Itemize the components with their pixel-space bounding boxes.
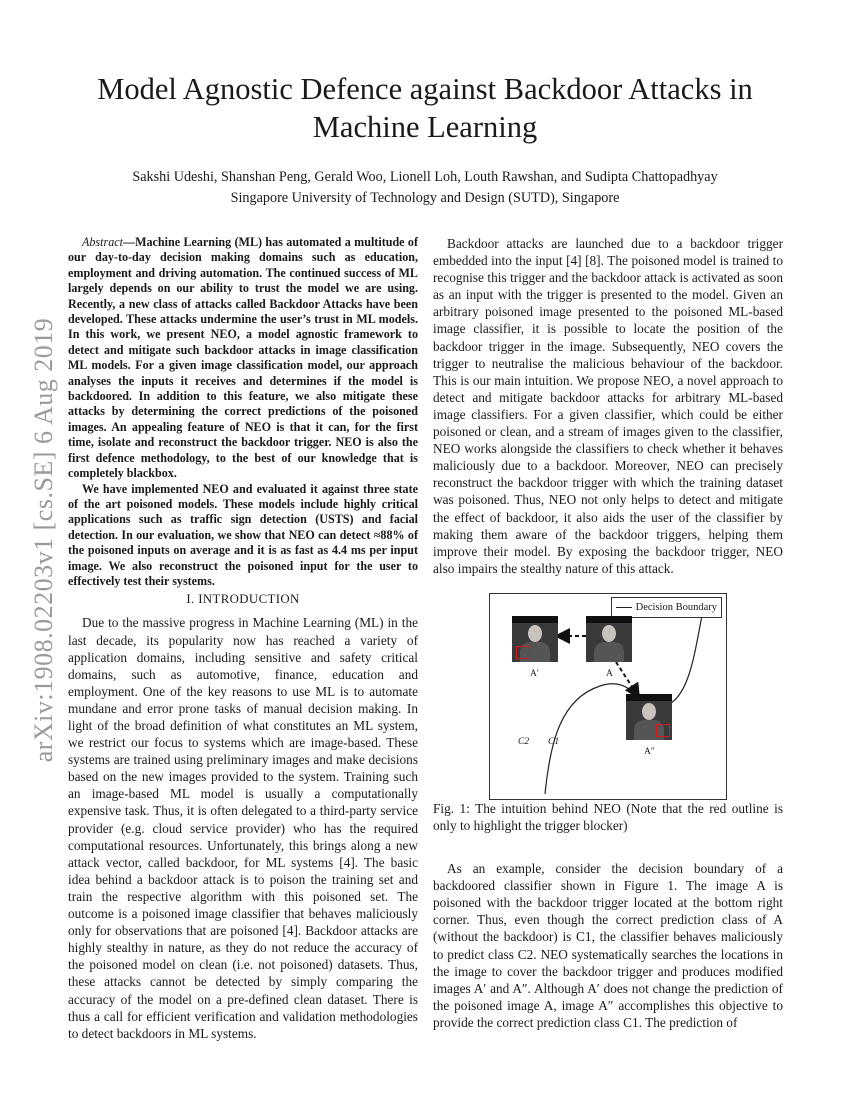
figure-legend <box>611 597 722 618</box>
abstract-paragraph-1 <box>68 235 418 482</box>
image-a-double-prime <box>626 694 672 740</box>
author-block <box>60 167 790 209</box>
label-a-prime: A′ <box>530 668 539 679</box>
trigger-blocker-outline <box>516 646 530 659</box>
abstract <box>68 235 418 589</box>
label-c1: C1 <box>548 736 560 747</box>
arrow-a-to-a2 <box>616 662 638 696</box>
right-column <box>433 235 783 1031</box>
intro-paragraph-2: Backdoor attacks are launched due to a backdoor trigger embedded into the input [4] [8]. The poisoned model is trained to recognise this trigger and the backdoor attack is activated as soon as an input with the trigger is presented to the model. Given an arbitrary poisoned image presented to the poisoned ML-based image classifier, it is possible to locate the position of the backdoor trigger in the image. Subsequently, NEO covers the trigger to neutralise the malicious behaviour of the backdoor. This is our main intuition. We propose NEO, a novel approach to detect and mitigate backdoor attacks for arbitrary ML-based image classifiers. For a given classifier, which could be either poisoned or clean, and a stream of images given to the classifier, NEO works alongside the classifiers to check whether it behaves maliciously due to a backdoor. Moreover, NEO can precisely reconstruct the backdoor trigger with which the training dataset was poisoned. Thus, NEO not only helps to detect and mitigate the effect of backdoor, it also aids the user of the classifier by making them aware of the backdoor triggers, helping them improve their model. By exposing the backdoor trigger, NEO also impairs the stealthy nature of this attack. <box>433 236 783 576</box>
trigger-blocker-outline <box>656 724 670 737</box>
figure-caption: Fig. 1: The intuition behind NEO (Note that the red outline is only to highlight the trigger blocker) <box>433 800 783 833</box>
arxiv-stamp: arXiv:1908.02203v1 [cs.SE] 6 Aug 2019 <box>29 317 58 763</box>
author-list: Sakshi Udeshi, Shanshan Peng, Gerald Woo, Lionell Loh, Louth Rawshan, and Sudipta Chattopadhyay <box>132 169 718 185</box>
figure-1 <box>489 593 727 800</box>
abstract-paragraph-2: We have implemented NEO and evaluated it against three state of the art poisoned models. These models include highly critical applications such as traffic sign detection (USTS) and facial detection. In our evaluation, we show that NEO can detect ≈88% of the poisoned inputs on average and it is as fast as 4.4 ms per input image. We also reconstruct the poisoned input for the user to effectively test their systems. <box>68 481 418 588</box>
label-c2: C2 <box>518 736 530 747</box>
abstract-label: Abstract <box>82 235 123 249</box>
left-column <box>68 235 418 1042</box>
label-a-double-prime: A″ <box>644 746 655 757</box>
intro-paragraph-1: Due to the massive progress in Machine Learning (ML) in the last decade, its popularity now has reached a variety of application domains, including sensitive and safety critical domains, such as automotive, finance, education and employment. One of the key reasons to use ML is to automate mundane and error prone tasks of manual decision making. In light of the broad definition of what constitutes an ML system, we restrict our focus to systems which are image-based. These systems are trained using preliminary images and make decisions based on the new images provided to the system. Training such an image-based ML model is usually a computationally expensive task. Thus, it is often delegated to a third-party service provider (e.g. cloud service provider) who has the required computational resources. Unfortunately, this brings along a new attack vector, called backdoor, for ML systems [4]. The basic idea behind a backdoor attack is to poison the training set and train the respective algorithm with this poisoned set. The outcome is a poisoned image classifier that behaves maliciously only for observations that are poisoned [4]. Backdoor attacks are highly stealthy in nature, as they do not reduce the accuracy of the poisoned model on clean (i.e. not poisoned) datasets. Thus, these attacks cannot be detected by simply comparing the accuracy of the model on a pre-defined clean dataset. There is thus a call for efficient verification and validation methodologies to detect backdoors in ML systems. <box>68 615 418 1041</box>
image-a-prime <box>512 616 558 662</box>
intro-paragraph-3: As an example, consider the decision boundary of a backdoored classifier shown in Figure 1. The image A is poisoned with the backdoor trigger located at the bottom right corner. Thus, even though the correct prediction class of A (without the backdoor) is C1, the classifier behaves maliciously to predict class C2. NEO systematically searches the locations in the image to cover the backdoor trigger and produces modified images A′ and A″. Although A′ does not change the prediction of the poisoned image A, image A″ accomplishes this objective to provide the correct prediction class C1. The prediction of <box>433 861 783 1030</box>
abstract-text-1: —Machine Learning (ML) has automated a multitude of our day-to-day decision making domains such as education, employment and driving automation. The continued success of ML largely depends on our ability to trust the model we are using. Recently, a new class of attacks called Backdoor Attacks have been developed. These attacks undermine the user’s trust in ML models. In this work, we present NEO, a model agnostic framework to detect and mitigate such backdoor attacks in image classification ML models. For a given image classification model, our approach analyses the inputs it receives and determines if the model is backdoored. In addition to this feature, we also mitigate these attacks by determining the correct predictions of the poisoned images. An appealing feature of NEO is that it can, for the first time, isolate and reconstruct the backdoor trigger. NEO is also the first defence methodology, to the best of our knowledge that is completely blackbox. <box>68 235 418 481</box>
label-a: A <box>606 668 613 679</box>
affiliation: Singapore University of Technology and Design (SUTD), Singapore <box>230 190 620 206</box>
paper-title: Model Agnostic Defence against Backdoor Attacks in Machine Learning <box>97 72 753 144</box>
image-a <box>586 616 632 662</box>
section-heading-introduction: I. INTRODUCTION <box>186 592 300 607</box>
legend-line-icon <box>616 607 632 608</box>
legend-label: Decision Boundary <box>635 601 717 613</box>
